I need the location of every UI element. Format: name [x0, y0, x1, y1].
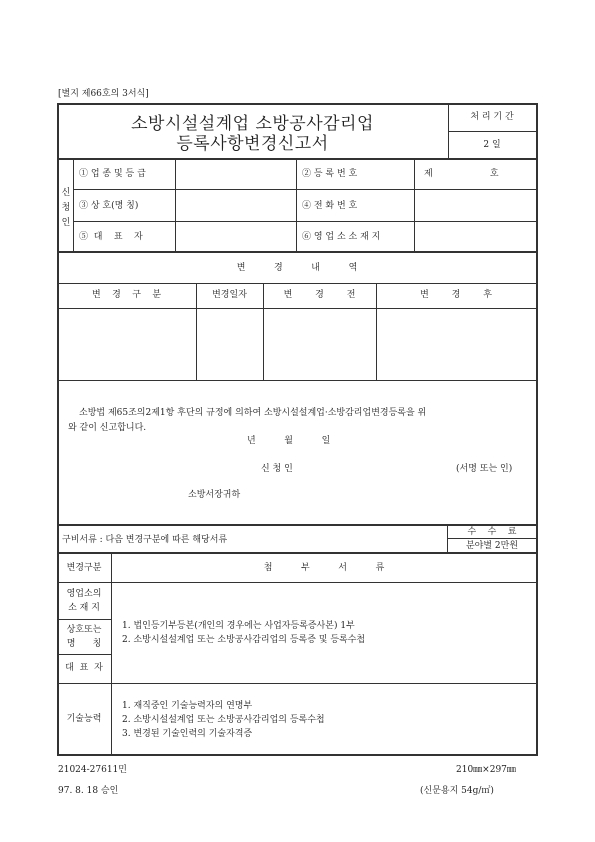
- applicant-bottom-line: [57, 251, 537, 253]
- recipient: 소방서장귀하: [188, 490, 241, 500]
- fee-mid-line: [447, 538, 537, 539]
- field-phone-label: ④ 전 화 번 호: [302, 201, 358, 211]
- group1-doc-1: 1. 법인등기부등본(개인의 경우에는 사업자등록증사본) 1부: [122, 621, 355, 631]
- frame-right: [536, 103, 538, 755]
- col-change-date: 변경일자: [212, 290, 247, 300]
- field-business-type-value[interactable]: [178, 170, 293, 182]
- applicant-row-line-2: [73, 221, 537, 222]
- category-office-line1: 영업소의: [66, 589, 102, 599]
- category-row-line-1: [57, 619, 112, 620]
- field-business-type-label: ① 업 종 및 등 급: [79, 169, 146, 179]
- field-registration-number-value[interactable]: 제 호: [424, 169, 499, 179]
- form-title-line2: 등록사항변경신고서: [176, 134, 329, 154]
- attachments-header-category: 변경구분: [66, 563, 102, 573]
- category-tech: 기술능력: [66, 714, 102, 724]
- title-bottom-line: [57, 158, 537, 160]
- documents-top-line: [57, 524, 537, 526]
- fee-value: 분야별 2만원: [465, 541, 519, 551]
- tech-doc-3: 3. 변경된 기술인력의 기술자격증: [122, 729, 253, 739]
- field-representative-value[interactable]: [178, 233, 293, 245]
- after-change-cell[interactable]: [377, 309, 535, 380]
- footer-approval: 97. 8. 18 승인: [58, 786, 119, 796]
- declaration-text-line2: 와 같이 신고합니다.: [68, 423, 147, 433]
- col-after-change: 변 경 후: [420, 290, 492, 300]
- tech-doc-2: 2. 소방시설설계업 또는 소방공사감리업의 등록수첩: [122, 715, 325, 725]
- processing-value: 2 일: [483, 140, 501, 150]
- attachments-header-docs: 첨 부 서 류: [263, 563, 385, 573]
- form-title-line1: 소방시설설계업 소방공사감리업: [131, 114, 374, 134]
- applicant-col-a: [175, 159, 176, 252]
- category-name-line1: 상호또는: [66, 625, 102, 635]
- footer-size: 210㎜×297㎜: [456, 765, 516, 775]
- processing-divider: [448, 131, 536, 132]
- applicant-side-divider: [73, 159, 74, 252]
- frame-top: [57, 103, 537, 105]
- field-company-name-label: ③ 상 호(명 칭): [79, 201, 139, 211]
- applicant-sign-label: 신 청 인: [261, 464, 293, 474]
- change-category-cell[interactable]: [58, 309, 195, 380]
- col-change-category: 변 경 구 분: [91, 290, 162, 300]
- fee-label: 수 수 료: [467, 527, 517, 537]
- category-row-line-2: [57, 654, 112, 655]
- field-company-name-value[interactable]: [178, 202, 293, 214]
- tech-section-line: [57, 683, 537, 684]
- category-office-line2: 소 재 지: [68, 603, 100, 613]
- before-change-cell[interactable]: [264, 309, 375, 380]
- signature-or-seal: (서명 또는 인): [456, 464, 513, 474]
- changes-heading: 변 경 내 역: [236, 263, 358, 273]
- processing-label: 처 리 기 간: [470, 112, 514, 122]
- field-registration-number-label: ② 등 록 번 호: [302, 169, 358, 179]
- applicant-col-c: [414, 159, 415, 252]
- col-before-change: 변 경 전: [283, 290, 356, 300]
- category-representative: 대 표 자: [65, 663, 103, 673]
- category-name-line2: 명 칭: [66, 639, 102, 649]
- change-date-cell[interactable]: [197, 309, 262, 380]
- applicant-side-label: 신 청 인: [61, 188, 71, 228]
- footer-paper: (신문용지 54g/㎡): [420, 786, 494, 796]
- footer-form-number: 21024-27611민: [58, 765, 127, 775]
- applicant-row-line-1: [73, 189, 537, 190]
- changes-bottom-line: [57, 380, 537, 381]
- field-representative-label: ⑤ 대 표 자: [79, 232, 143, 242]
- documents-bottom-line: [57, 552, 537, 554]
- changes-heading-line: [57, 283, 537, 284]
- frame-bottom: [57, 754, 538, 756]
- group1-doc-2: 2. 소방시설설계업 또는 소방공사감리업의 등록증 및 등록수첩: [122, 635, 366, 645]
- required-documents: 구비서류 : 다음 변경구분에 따른 해당서류: [62, 535, 228, 545]
- attachments-header-line: [57, 582, 537, 583]
- declaration-date: 년 월 일: [247, 436, 331, 446]
- field-phone-value[interactable]: [418, 202, 533, 214]
- form-code: [별지 제66호의 3서식]: [58, 89, 149, 99]
- field-office-address-label: ⑥ 영 업 소 소 재 지: [302, 232, 381, 242]
- applicant-col-b: [296, 159, 297, 252]
- declaration-text-line1: 소방법 제65조의2제1항 후단의 규정에 의하여 소방시설설계업·소방감리업변경등록을 위: [79, 408, 427, 418]
- tech-doc-1: 1. 재직중인 기술능력자의 연명부: [122, 701, 253, 711]
- field-office-address-value[interactable]: [418, 233, 533, 245]
